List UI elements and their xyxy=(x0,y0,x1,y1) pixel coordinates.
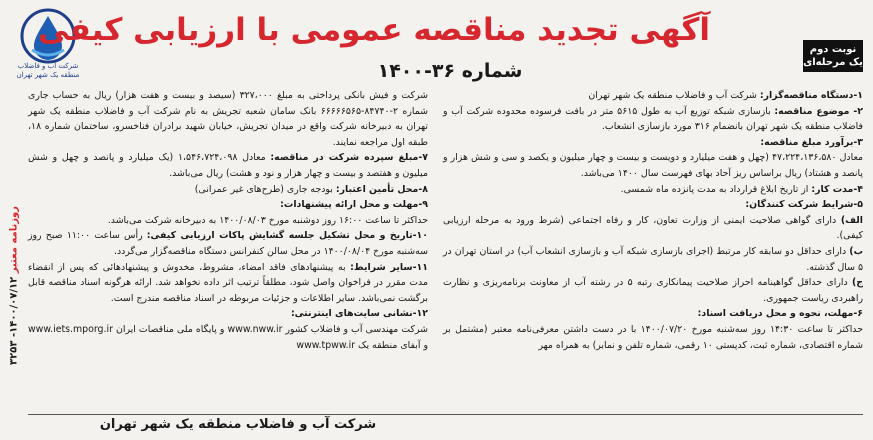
clause-label: ۲- موضوع مناقصه: xyxy=(774,105,863,117)
clause-text: دارای حداقل گواهینامه احراز صلاحیت پیمانکاری رتبه ۵ در رشته آب از معاونت برنامه‌ریزی و نظارت راهبردی ریاست جمهوری. xyxy=(443,277,863,304)
clause xyxy=(443,213,863,244)
clause xyxy=(28,260,428,307)
clause-text: رأس ساعت ۱۱:۰۰ صبح روز سه‌شنبه مورخ ۱۴۰۰/۰۸/۰۴ در محل سالن کنفرانس دستگاه مناقصه‌گزار می‌گردد. xyxy=(28,230,428,257)
clause-label: ۸-محل تأمین اعتبار: xyxy=(335,183,428,195)
clause xyxy=(28,197,428,213)
clause xyxy=(443,322,863,353)
clause-label: ۴-مدت کار: xyxy=(811,183,863,195)
side-reference xyxy=(4,160,22,420)
stage-badge xyxy=(803,40,863,72)
clause xyxy=(443,306,863,322)
clause-text: حداکثر تا ساعت ۱۶:۰۰ روز دوشنبه مورخ ۱۴۰۰/۰۸/۰۳ به دبیرخانه شرکت می‌باشد. xyxy=(107,214,428,226)
clause-label: ۷-مبلغ سپرده شرکت در مناقصه: xyxy=(270,152,428,164)
clause xyxy=(28,306,428,322)
clause-label: ۱۲-نشانی سایت‌های اینترنتی: xyxy=(290,308,428,320)
clause-label: ۱۰-تاریخ و محل تشکیل جلسه گشایش پاکات ارزیابی کیفی: xyxy=(146,230,428,242)
clause xyxy=(28,213,428,229)
clause-text: دارای گواهی صلاحیت ایمنی از وزارت تعاون، کار و رفاه اجتماعی (شرط ورود به مرحله ارزیابی کیفی). xyxy=(443,214,863,242)
clause-text: بازسازی شبکه توزیع آب به طول ۵۶۱۵ متر در بافت فرسوده محدوده شرکت آب و فاضلاب منطقه یک شهر تهران بانضمام ۳۱۶ مورد بازسازی انشعاب. xyxy=(443,105,863,133)
logo-caption-line: منطقه یک شهر تهران xyxy=(16,71,80,79)
clause-text: شرکت مهندسی آب و فاضلاب کشور www.nww.ir و پایگاه ملی مناقصات ایران www.iets.mporg.ir و آبفای منطقه یک www.tpww.ir xyxy=(28,323,429,351)
clause xyxy=(443,275,863,306)
clause xyxy=(443,244,863,275)
clause xyxy=(28,228,428,259)
clause xyxy=(443,197,863,213)
clause-text: بودجه جاری (طرح‌های غیر عمرانی) xyxy=(194,183,336,195)
clause xyxy=(443,150,863,181)
clause-text: شرکت و فیش بانکی پرداختی به مبلغ ۳۲۷،۰۰۰ (سیصد و بیست و هفت هزار) ریال به حساب جاری شماره ۲-۸۴۷۴۰-۶۶۶۶۶۵۶۵ بانک سامان شعبه تجریش به نام شرکت آب و فاضلاب منطقه یک شهر تهران به دبیرخانه شرکت واقع در میدان تجریش، خیابان شهید برادران فناخسرو، ساختمان شماره ۱۸، طبقه اول مراجعه نمایند. xyxy=(28,90,428,148)
clause-text: به پیشنهادهای فاقد امضاء، مشروط، مخدوش و پیشنهادهائی که پس از انقضاء مدت مقرر در فراخوان واصل شود، مطلقاً ترتیب اثر داده نخواهد شد. ارائه هرگونه اسناد مناقصه قابل برگشت نمی‌باشد. سایر اطلاعات و جزئیات مربوطه در اسناد مناقصه مندرج است. xyxy=(28,261,428,304)
clause-label: ج) xyxy=(851,277,863,289)
clause-label: الف) xyxy=(840,214,863,226)
clause-label: ۵-شرایط شرکت کنندگان: xyxy=(745,199,863,211)
notice-title: آگهی تجدید مناقصه عمومی با ارزیابی کیفی xyxy=(38,12,710,48)
clause xyxy=(28,88,428,150)
clause-text: دارای حداقل دو سابقه کار مرتبط (اجرای بازسازی شبکه آب و بازسازی انشعاب آب) در استان تهران در ۵ سال گذشته. xyxy=(443,245,863,273)
footer-divider xyxy=(28,414,863,415)
clause xyxy=(28,150,428,181)
logo-caption-line: شرکت آب و فاضلاب xyxy=(17,62,79,70)
clause-text: حداکثر تا ساعت ۱۴:۳۰ روز سه‌شنبه مورخ ۱۴۰۰/۰۷/۲۰ با در دست داشتن معرفی‌نامه معتبر (مشتمل بر شماره اقتصادی، شماره ثبت، کدپستی ۱۰ رقمی، شماره تلفن و نمابر) به همراه مهر xyxy=(443,323,864,351)
newspaper-name: روزنامه معتبر xyxy=(8,206,20,274)
clause xyxy=(443,182,863,198)
reference-code: ۱۴۰۰/۰۷/۱۲- ۳۲۵۳ xyxy=(8,276,20,365)
logo-caption xyxy=(4,62,92,80)
clause-text: شرکت آب و فاضلاب منطقه یک شهر تهران xyxy=(588,90,760,101)
clause xyxy=(443,104,863,135)
side-reference-text xyxy=(9,166,20,406)
clause-label: ۱۱-سایر شرایط: xyxy=(350,261,428,273)
notice-number: شماره ۳۶-۱۴۰۰ xyxy=(377,60,523,82)
clause-label: ۱-دستگاه مناقصه‌گزار: xyxy=(759,90,863,101)
badge-line: یک مرحله‌ای xyxy=(803,57,863,68)
clause xyxy=(28,182,428,198)
right-column xyxy=(443,88,863,353)
clause-label: ۶-مهلت، نحوه و محل دریافت اسناد: xyxy=(697,308,863,320)
clause xyxy=(443,135,863,151)
clause-text: از تاریخ ابلاغ قرارداد به مدت پانزده ماه شمسی. xyxy=(620,183,812,195)
clause-text: معادل ۱،۵۴۶،۷۲۴،۰۹۸ (یک میلیارد و پانصد و چهل و شش میلیون و هفتصد و بیست و چهار هزار و نود و هشت) ریال می‌باشد. xyxy=(28,152,428,179)
clause xyxy=(443,88,863,104)
badge-line: نوبت دوم xyxy=(809,44,857,55)
clause-label: ۹-مهلت و محل ارائه پیشنهادات: xyxy=(280,199,428,211)
clause-text: معادل ۴۷،۲۲۴،۱۳۶،۵۸۰ (چهل و هفت میلیارد و دویست و بیست و چهار میلیون و یکصد و سی و شش هزار و پانصد و هشتاد) ریال براساس ریز آحاد بهای فهرست سال ۱۴۰۰ می‌باشد. xyxy=(443,152,863,179)
left-column xyxy=(28,88,428,353)
clause-label: ب) xyxy=(849,245,863,257)
footer-company: شرکت آب و فاضلاب منطقه یک شهر تهران xyxy=(99,417,377,432)
clause-label: ۳-برآورد مبلغ مناقصه: xyxy=(760,136,863,148)
clause xyxy=(28,322,428,353)
